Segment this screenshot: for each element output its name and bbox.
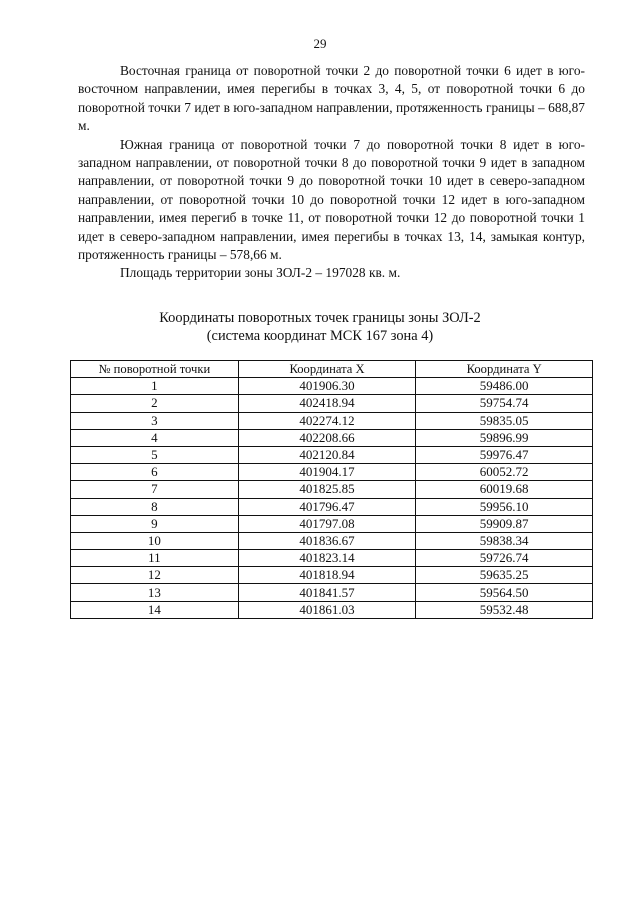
table-row: [71, 446, 593, 463]
table-body: [71, 378, 593, 619]
cell-point-number: 4: [71, 429, 239, 446]
cell-coordinate-x: 401797.08: [238, 515, 416, 532]
cell-coordinate-y: 59838.34: [416, 532, 593, 549]
table-row: [71, 515, 593, 532]
coordinates-table: [70, 360, 593, 619]
cell-coordinate-x: 401904.17: [238, 464, 416, 481]
cell-coordinate-x: 401906.30: [238, 378, 416, 395]
cell-point-number: 13: [71, 584, 239, 601]
cell-coordinate-y: 59956.10: [416, 498, 593, 515]
cell-coordinate-x: 402274.12: [238, 412, 416, 429]
cell-coordinate-x: 401836.67: [238, 532, 416, 549]
table-row: [71, 378, 593, 395]
cell-point-number: 11: [71, 550, 239, 567]
cell-point-number: 9: [71, 515, 239, 532]
cell-coordinate-y: 59835.05: [416, 412, 593, 429]
body-text: [78, 62, 585, 283]
table-row: [71, 584, 593, 601]
table-row: [71, 498, 593, 515]
cell-point-number: 14: [71, 601, 239, 618]
cell-point-number: 5: [71, 446, 239, 463]
table-header-row: [71, 361, 593, 378]
cell-coordinate-x: 402120.84: [238, 446, 416, 463]
cell-coordinate-x: 401861.03: [238, 601, 416, 618]
cell-coordinate-x: 401841.57: [238, 584, 416, 601]
cell-coordinate-y: 59564.50: [416, 584, 593, 601]
table-caption-subtitle: (система координат МСК 167 зона 4): [206, 328, 434, 344]
cell-coordinate-x: 401818.94: [238, 567, 416, 584]
cell-coordinate-x: 402208.66: [238, 429, 416, 446]
cell-point-number: 12: [71, 567, 239, 584]
cell-coordinate-x: 402418.94: [238, 395, 416, 412]
cell-point-number: 3: [71, 412, 239, 429]
table-row: [71, 395, 593, 412]
table-row: [71, 481, 593, 498]
cell-point-number: 8: [71, 498, 239, 515]
cell-coordinate-y: 59976.47: [416, 446, 593, 463]
cell-point-number: 6: [71, 464, 239, 481]
cell-coordinate-y: 59909.87: [416, 515, 593, 532]
table-row: [71, 567, 593, 584]
cell-coordinate-y: 60019.68: [416, 481, 593, 498]
cell-coordinate-x: 401823.14: [238, 550, 416, 567]
cell-coordinate-y: 59532.48: [416, 601, 593, 618]
table-row: [71, 429, 593, 446]
header-point-number: № поворотной точки: [71, 361, 239, 378]
table-caption-title: Координаты поворотных точек границы зоны ЗОЛ-2: [159, 310, 481, 326]
table-caption: [0, 309, 640, 345]
paragraph-east-boundary: Восточная граница от поворотной точки 2 до поворотной точки 6 идет в юго-восточном направлении, имея перегибы в точках 3, 4, 5, от поворотной точки 6 до поворотной точки 7 идет в юго-западном направлении, протяженность границы – 688,87 м.: [78, 63, 585, 134]
paragraph-south-boundary: Южная граница от поворотной точки 7 до поворотной точки 8 идет в юго-западном направлении, от поворотной точки 8 до поворотной точки 9 идет в западном направлении, от поворотной точки 9 до поворотной точки 10 идет в северо-западном направлении, от поворотной точки 10 до поворотной точки 12 идет в юго-западном направлении, имея перегиб в точке 11, от поворотной точки 12 до поворотной точки 1 идет в северо-западном направлении, имея перегибы в точках 13, 14, замыкая контур, протяженность границы – 578,66 м.: [78, 136, 585, 263]
table-row: [71, 601, 593, 618]
table-row: [71, 550, 593, 567]
table-row: [71, 412, 593, 429]
page-number: 29: [313, 36, 327, 51]
cell-point-number: 7: [71, 481, 239, 498]
cell-point-number: 10: [71, 532, 239, 549]
cell-coordinate-x: 401796.47: [238, 498, 416, 515]
table-row: [71, 464, 593, 481]
cell-coordinate-y: 59486.00: [416, 378, 593, 395]
cell-point-number: 2: [71, 395, 239, 412]
cell-coordinate-y: 59726.74: [416, 550, 593, 567]
cell-coordinate-y: 59896.99: [416, 429, 593, 446]
cell-coordinate-y: 60052.72: [416, 464, 593, 481]
header-coordinate-x: Координата X: [238, 361, 416, 378]
header-coordinate-y: Координата Y: [416, 361, 593, 378]
table-row: [71, 532, 593, 549]
paragraph-zone-area: Площадь территории зоны ЗОЛ-2 – 197028 кв. м.: [120, 265, 401, 281]
cell-coordinate-y: 59635.25: [416, 567, 593, 584]
cell-point-number: 1: [71, 378, 239, 395]
cell-coordinate-x: 401825.85: [238, 481, 416, 498]
cell-coordinate-y: 59754.74: [416, 395, 593, 412]
